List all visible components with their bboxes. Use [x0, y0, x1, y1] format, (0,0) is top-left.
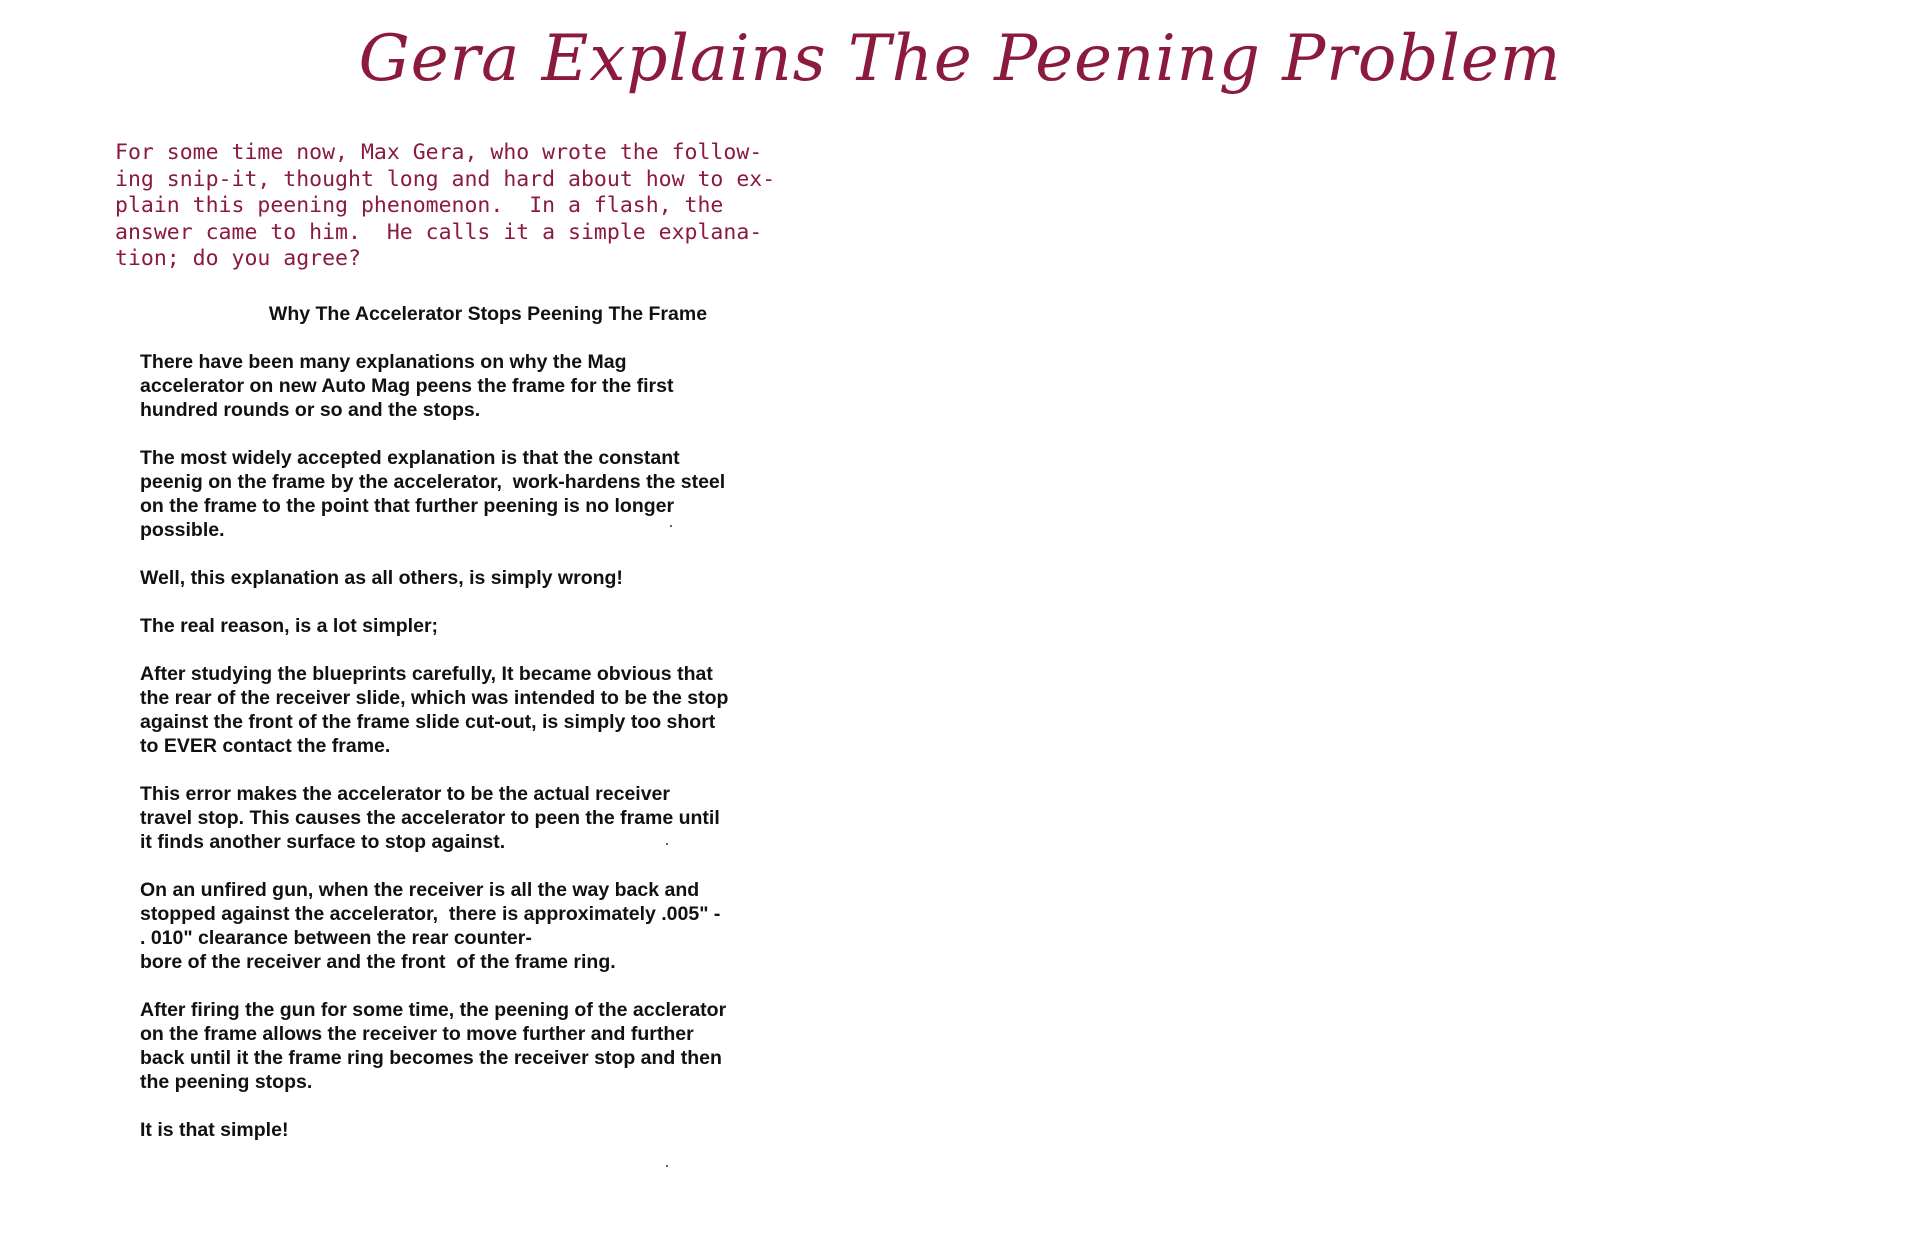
- snipit-article: [138, 302, 798, 1166]
- paragraph-line: back until it the frame ring becomes the receiver stop and then: [140, 1047, 722, 1069]
- paragraph-line: the rear of the receiver slide, which was intended to be the stop: [140, 687, 729, 709]
- intro-line: answer came to him. He calls it a simple explana-: [115, 219, 763, 245]
- snipit-paragraph: [140, 782, 798, 854]
- intro-line: tion; do you agree?: [115, 246, 361, 271]
- paragraph-line: peenig on the frame by the accelerator, work-hardens the steel: [140, 471, 726, 493]
- paragraph-line: accelerator on new Auto Mag peens the frame for the first: [140, 375, 674, 397]
- intro-line: plain this peening phenomenon. In a flash, the: [115, 193, 724, 218]
- snipit-paragraph: [140, 614, 798, 638]
- paragraph-line: the peening stops.: [140, 1071, 313, 1093]
- paragraph-line: It is that simple!: [140, 1119, 289, 1141]
- page-title: Gera Explains The Peening Problem: [358, 22, 1562, 96]
- snipit-paragraph: [140, 1118, 798, 1142]
- paragraph-line: to EVER contact the frame.: [140, 735, 391, 757]
- paragraph-line: After firing the gun for some time, the peening of the acclerator: [140, 999, 727, 1021]
- snipit-paragraph: [140, 662, 798, 758]
- paragraph-line: . 010" clearance between the rear counter-: [140, 927, 532, 949]
- paragraph-line: There have been many explanations on why the Mag: [140, 351, 627, 373]
- snipit-paragraph: [140, 350, 798, 422]
- paragraph-line: stopped against the accelerator, there is approximately .005" -: [140, 903, 721, 925]
- snipit-paragraph: [140, 446, 798, 542]
- paragraph-line: The real reason, is a lot simpler;: [140, 615, 439, 637]
- paragraph-line: On an unfired gun, when the receiver is all the way back and: [140, 879, 700, 901]
- snipit-paragraph: [140, 998, 798, 1094]
- intro-line: ing snip-it, thought long and hard about how to ex-: [115, 166, 776, 192]
- paragraph-line: possible.: [140, 519, 225, 541]
- paragraph-line: travel stop. This causes the accelerator to peen the frame until: [140, 807, 720, 829]
- paragraph-line: After studying the blueprints carefully, It became obvious that: [140, 663, 713, 685]
- scan-speck: [666, 1165, 668, 1167]
- intro-text: [115, 140, 815, 273]
- paragraph-line: This error makes the accelerator to be the actual receiver: [140, 783, 670, 805]
- paragraph-line: on the frame allows the receiver to move further and further: [140, 1023, 694, 1045]
- paragraph-line: on the frame to the point that further peening is no longer: [140, 495, 675, 517]
- scan-speck: [670, 525, 672, 527]
- paragraph-line: hundred rounds or so and the stops.: [140, 399, 481, 421]
- paragraph-line: Well, this explanation as all others, is simply wrong!: [140, 567, 623, 589]
- snipit-heading: Why The Accelerator Stops Peening The Frame: [268, 303, 708, 325]
- snipit-paragraph: [140, 878, 798, 974]
- paragraph-line: it finds another surface to stop against.: [140, 831, 506, 853]
- paragraph-line: against the front of the frame slide cut-out, is simply too short: [140, 711, 716, 733]
- scan-speck: [666, 843, 668, 845]
- paragraph-line: bore of the receiver and the front of the frame ring.: [140, 951, 616, 973]
- paragraph-line: The most widely accepted explanation is that the constant: [140, 447, 680, 469]
- intro-line: For some time now, Max Gera, who wrote the follow-: [115, 140, 763, 165]
- snipit-paragraph: [140, 566, 798, 590]
